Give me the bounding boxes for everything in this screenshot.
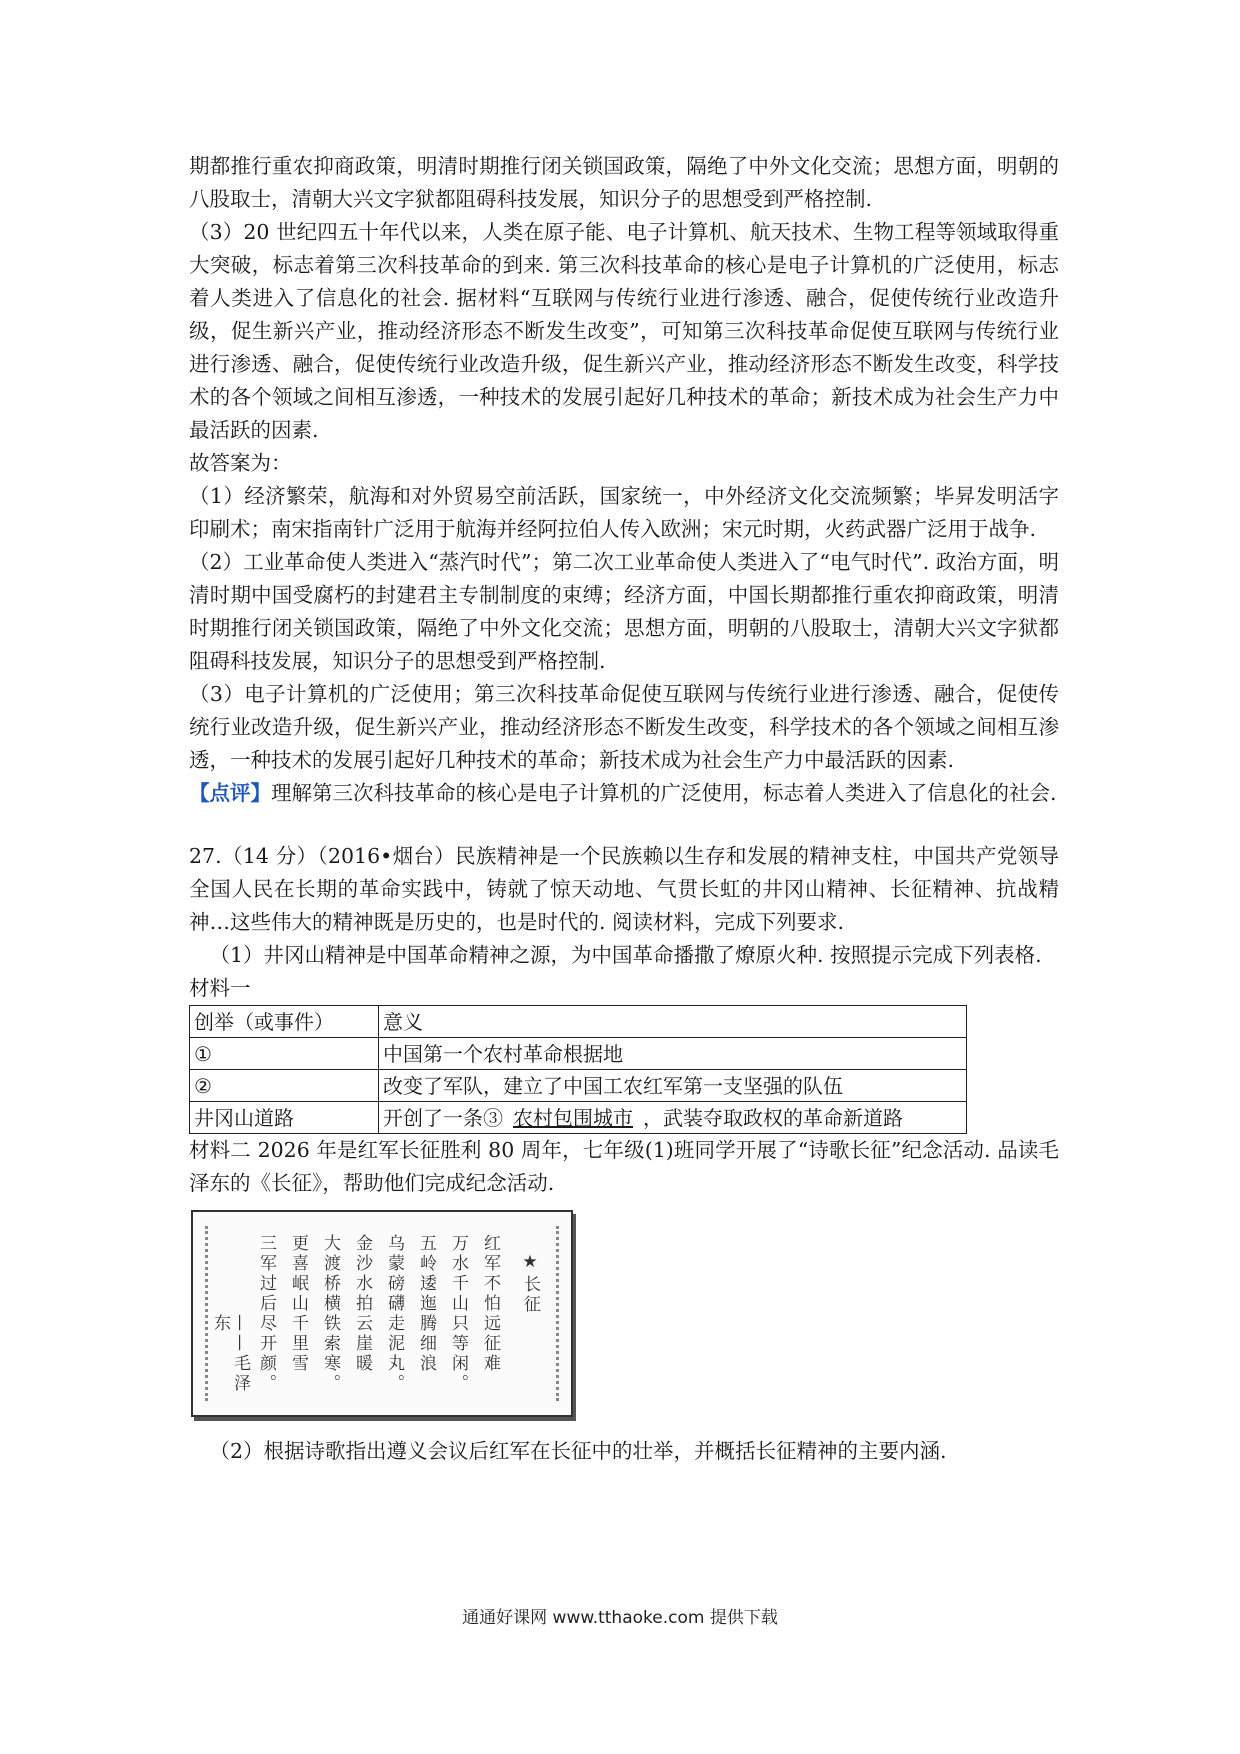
- material-1-table: [189, 1005, 967, 1134]
- table-cell: 中国第一个农村革命根据地: [379, 1038, 967, 1070]
- comment: [189, 777, 1059, 810]
- question-27-sub1: （1）井冈山精神是中国革命精神之源，为中国革命播撒了燎原火种. 按照提示完成下列表格.: [209, 943, 1042, 967]
- table-cell: 改变了军队，建立了中国工农红军第一支坚强的队伍: [379, 1070, 967, 1102]
- answer-intro: 故答案为：: [189, 451, 292, 475]
- table-row: [190, 1070, 967, 1102]
- material-1-label: 材料一: [189, 976, 251, 1000]
- poem-line: 三军过后尽开颜。: [256, 1234, 276, 1394]
- question-27-sub2: （2）根据诗歌指出遵义会议后红军在长征中的壮举，并概括长征精神的主要内涵.: [209, 1439, 947, 1463]
- answer-2: （2）工业革命使人类进入“蒸汽时代”；第二次工业革命使人类进入了“电气时代”. 政治方面，明清时期中国受腐朽的封建君主专制制度的束缚；经济方面，中国长期都推行重农抑商政策，明清时期推行闭关锁国政策，隔绝了中外文化交流；思想方面，明朝的八股取士，清朝大兴文字狱都阻碍科技发展，知识分子的思想受到严格控制.: [189, 550, 1059, 673]
- answer-1: （1）经济繁荣，航海和对外贸易空前活跃，国家统一，中外经济文化交流频繁；毕昇发明活字印刷术；南宋指南针广泛用于航海并经阿拉伯人传入欧洲；宋元时期，火药武器广泛用于战争.: [189, 484, 1059, 541]
- table-row: [190, 1038, 967, 1070]
- poem-line: 大渡桥横铁索寒。: [320, 1234, 340, 1394]
- table-cell: ①: [190, 1038, 379, 1070]
- analysis-paragraph: 期都推行重农抑商政策，明清时期推行闭关锁国政策，隔绝了中外文化交流；思想方面，明朝的八股取士，清朝大兴文字狱都阻碍科技发展，知识分子的思想受到严格控制.: [189, 154, 1059, 211]
- answer-blank: 农村包围城市: [513, 1105, 633, 1130]
- footer-text: 通通好课网 www.tthaoke.com 提供下载: [462, 1608, 778, 1628]
- poem-frame: [205, 1226, 559, 1401]
- table-header-row: [190, 1006, 967, 1038]
- table-cell: ②: [190, 1070, 379, 1102]
- poem-author: ——毛泽东: [210, 1314, 250, 1394]
- answer-3: （3）电子计算机的广泛使用；第三次科技革命促使互联网与传统行业进行渗透、融合，促使传统行业改造升级，促生新兴产业，推动经济形态不断发生改变，科学技术的各个领域之间相互渗透，一种技术的发展引起好几种技术的革命；新技术成为社会生产力中最活跃的因素.: [189, 682, 1059, 772]
- cell-prefix: 开创了一条③: [383, 1105, 503, 1130]
- poem-line: 红军不怕远征难: [480, 1234, 500, 1374]
- table-header-cell: 意义: [379, 1006, 967, 1038]
- material-2: 材料二 2026 年是红军长征胜利 80 周年，七年级(1)班同学开展了“诗歌长征”纪念活动. 品读毛泽东的《长征》，帮助他们完成纪念活动.: [189, 1138, 1059, 1195]
- document-body: [189, 150, 1059, 1468]
- poem-title: ★长征: [520, 1252, 540, 1315]
- question-27-stem: 27.（14 分）（2016•烟台）民族精神是一个民族赖以生存和发展的精神支柱，中国共产党领导全国人民在长期的革命实践中，铸就了惊天动地、气贯长虹的井冈山精神、长征精神、抗战精神…这些伟大的精神既是历史的，也是时代的. 阅读材料，完成下列要求.: [189, 844, 1059, 934]
- poem-line: 乌蒙磅礴走泥丸。: [384, 1234, 404, 1394]
- table-cell: 井冈山道路: [190, 1102, 379, 1134]
- table-row: [190, 1102, 967, 1134]
- cell-suffix: ，武装夺取政权的革命新道路: [643, 1105, 903, 1130]
- table-header-cell: 创举（或事件）: [190, 1006, 379, 1038]
- poem-line: 金沙水拍云崖暖: [352, 1234, 372, 1374]
- poem-line: 万水千山只等闲。: [448, 1234, 468, 1394]
- table-cell: [379, 1102, 967, 1134]
- comment-tag: 【点评】: [189, 781, 271, 805]
- poem-image: [191, 1210, 573, 1417]
- poem-line: 更喜岷山千里雪: [288, 1234, 308, 1374]
- poem-line: 五岭逶迤腾细浪: [416, 1234, 436, 1374]
- comment-text: 理解第三次科技革命的核心是电子计算机的广泛使用，标志着人类进入了信息化的社会.: [271, 781, 1057, 805]
- analysis-paragraph: （3）20 世纪四五十年代以来，人类在原子能、电子计算机、航天技术、生物工程等领域取得重大突破，标志着第三次科技革命的到来. 第三次科技革命的核心是电子计算机的广泛使用，标志着人类进入了信息化的社会. 据材料“互联网与传统行业进行渗透、融合，促使传统行业改造升级，促生新兴产业，推动经济形态不断发生改变”，可知第三次科技革命促使互联网与传统行业进行渗透、融合，促使传统行业改造升级，促生新兴产业，推动经济形态不断发生改变，科学技术的各个领域之间相互渗透，一种技术的发展引起好几种技术的革命；新技术成为社会生产力中最活跃的因素.: [189, 220, 1059, 442]
